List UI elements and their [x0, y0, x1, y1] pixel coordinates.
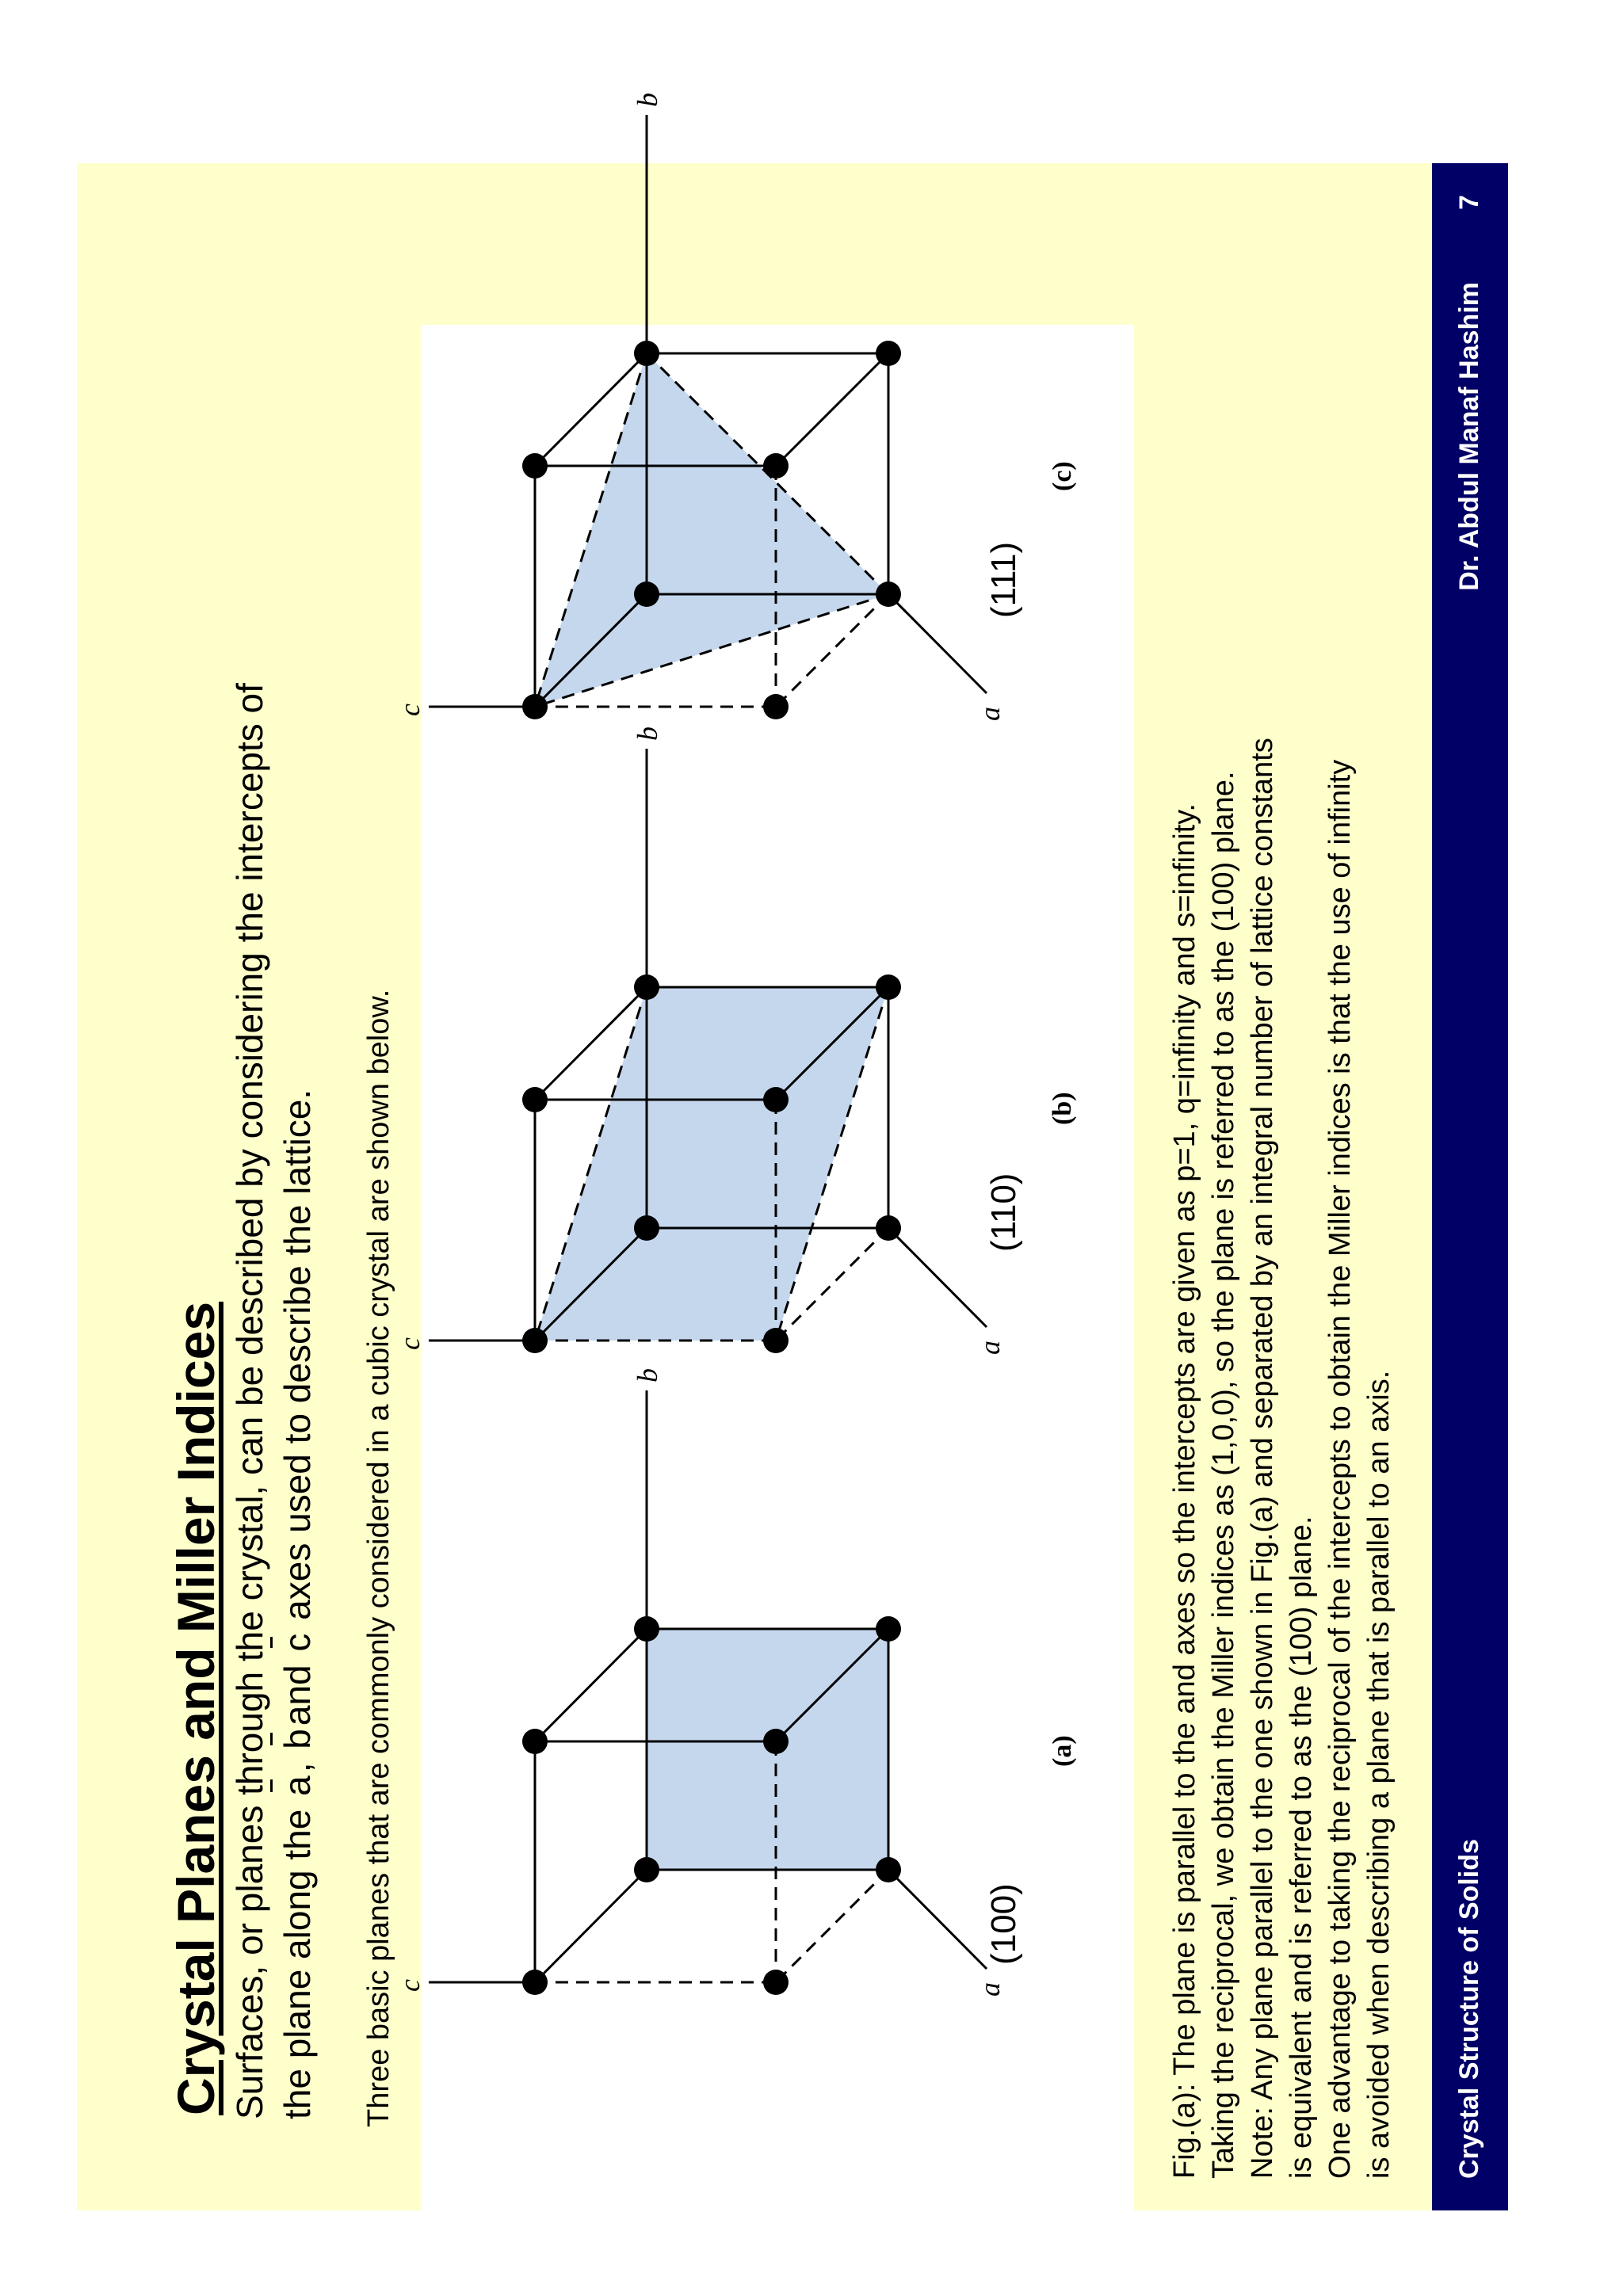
- slide-title: Crystal Planes and Miller Indices: [166, 1301, 225, 2115]
- axis-label-a: a: [974, 1982, 1006, 1997]
- panel-b: [394, 727, 1077, 1355]
- axis-label-b: b: [632, 93, 663, 107]
- axis-label-c: c: [394, 704, 426, 716]
- note-line-3: Note: Any plane parallel to the one shown in Fig.(a) and separated by an integral number of lattice constants: [1246, 738, 1279, 2179]
- axis-label-a: a: [974, 1341, 1006, 1355]
- axis-label-b: b: [632, 1368, 663, 1383]
- vector-b: b: [273, 1729, 321, 1749]
- caption-b: (b): [1048, 1092, 1077, 1125]
- intro-sep: ,: [277, 1762, 318, 1773]
- note-line-5: One advantage to taking the reciprocal of the intercepts to obtain the Miller indices is that the use of infinity: [1323, 759, 1357, 2179]
- caption-a: (a): [1048, 1735, 1077, 1767]
- miller-planes-figure: [394, 93, 1134, 2210]
- note-line-6: is avoided when describing a plane that is parallel to an axis.: [1362, 1370, 1396, 2179]
- intro-and: and: [277, 1665, 318, 1726]
- caption-c: (c): [1048, 461, 1077, 491]
- footer-course-title: Crystal Structure of Solids: [1454, 1839, 1484, 2179]
- page-number: 7: [1454, 195, 1484, 210]
- intro-line-2-start: the plane along the: [277, 1809, 318, 2119]
- vector-a: a: [273, 1775, 321, 1796]
- panel-c: [394, 93, 1077, 721]
- note-line-1: Fig.(a): The plane is parallel to the and axes so the intercepts are given as p=1, q=infinity and s=infinity.: [1168, 803, 1201, 2179]
- footer-bar: [1432, 163, 1508, 2210]
- miller-index-111: (111): [984, 541, 1023, 618]
- miller-index-110: (110): [984, 1173, 1023, 1252]
- panel-a: [394, 1368, 1077, 1997]
- notes-text: [1166, 198, 1399, 2179]
- miller-index-100: (100): [984, 1883, 1023, 1965]
- slide: [77, 93, 1508, 2210]
- intro-line-2-end: axes used to describe the lattice.: [277, 1089, 318, 1620]
- note-line-4: is equivalent and is referred to as the (100) plane.: [1285, 1516, 1318, 2179]
- intro-line-1: Surfaces, or planes through the crystal, can be described by considering the intercepts of: [229, 683, 270, 2119]
- intro-paragraph: [226, 218, 321, 2119]
- axis-label-c: c: [394, 1979, 426, 1992]
- subintro-text: Three basic planes that are commonly considered in a cubic crystal are shown below.: [362, 989, 395, 2127]
- axis-label-a: a: [974, 707, 1006, 721]
- note-line-2: Taking the reciprocal, we obtain the Miller indices as (1,0,0), so the plane is referred to as the (100) plane.: [1207, 771, 1240, 2179]
- axis-label-c: c: [394, 1337, 426, 1350]
- axis-label-b: b: [632, 727, 663, 741]
- vector-c: c: [273, 1634, 321, 1652]
- footer-author: Dr. Abdul Manaf Hashim: [1454, 282, 1484, 591]
